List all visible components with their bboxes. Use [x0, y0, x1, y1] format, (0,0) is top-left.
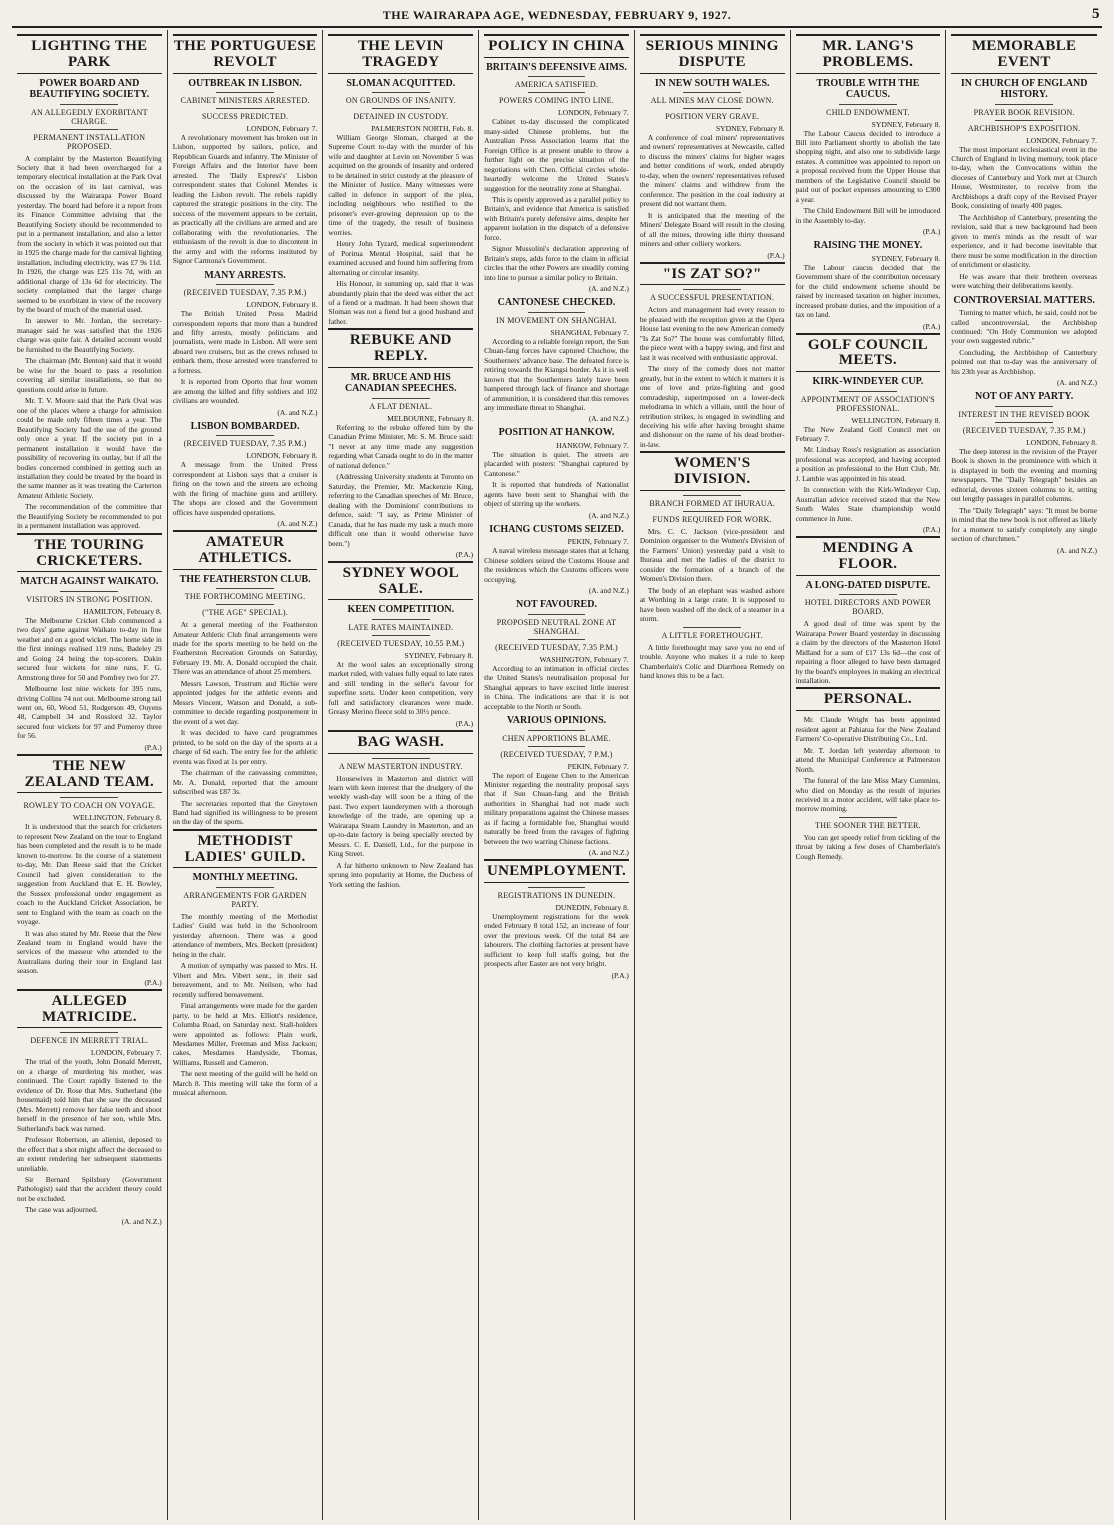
article-paragraph: At a general meeting of the Featherston Amateur Athletic Club final arrangements were made for the sports meeting to be held on the Featherston Recreation Grounds on Saturday, February 19. Mr. A. Donald occupied the chair. There was an attendance of about 25 members.: [172, 620, 318, 677]
article: [328, 561, 473, 728]
article-deck: CABINET MINISTERS ARRESTED.: [180, 96, 310, 105]
news-column: [946, 30, 1102, 1520]
article-headline: MEMORABLE EVENT: [951, 34, 1097, 74]
article-dateline: WASHINGTON, February 7.: [539, 654, 629, 664]
article: [796, 536, 941, 685]
article-deck: APPOINTMENT OF ASSOCIATION'S PROFESSIONAL.: [800, 394, 935, 413]
article-subheading: CANTONESE CHECKED.: [497, 297, 616, 309]
article-paragraph: This is openly approved as a parallel policy to Britain's, and evidence that America is satisfied with Britain's purely defensive aims, despite her apparent isolation in the dispatch of a defensive force.: [484, 195, 629, 242]
article-dateline: SHANGHAI, February 7.: [550, 327, 629, 337]
article-headline: LIGHTING THE PARK: [17, 34, 162, 74]
article-deck: ARCHBISHOP'S EXPOSITION.: [967, 123, 1081, 133]
article-paragraph: (Addressing University students at Toronto on Saturday, the Premier, Mr. Mackenzie King, referring to the Canadian speeches of Mr. Bruce, dealing with the Dominions' contributions to defence, said: "I say, as Prime Minister of Canada, that he has made my task a much more difficult one than it would otherwise have been."): [328, 472, 474, 548]
article-credit: (A. and N.Z.): [588, 848, 629, 858]
divider-rule: [839, 104, 897, 105]
article-paragraph: A revolutionary movement has broken out in Lisbon, supported by sailors, police, and Republican Guards and infantry. The Minister of Foreign Affairs and the Interior have been arrested. The 'Daily Express's' Lisbon correspondent states that Colonel Mendes is leading the Lisbon revolt. The rebels rapidly captured the strategic positions in the city. The success of the movement appears to be certain, as practically all the civilians are armed and are collaborating with the revolutionaries. The enthusiasm of the revolt is due to discontent in the army and with the reforms instituted by Signor Carmona's Government.: [172, 133, 318, 266]
article-deck: (RECEIVED TUESDAY, 7 P.M.): [500, 749, 613, 759]
article-credit: (P.A.): [144, 742, 162, 752]
article-credit: (A. and N.Z.): [588, 586, 629, 596]
article-headline: THE PORTUGUESE REVOLT: [173, 34, 318, 74]
article-deck: (RECEIVED TUESDAY, 10.55 P.M.): [337, 638, 465, 648]
article-subheading: OUTBREAK IN LISBON.: [188, 77, 302, 89]
divider-rule: [683, 92, 741, 93]
article-paragraph: It was decided to have card programmes printed, to be sold on the day of the sports at a charge of 6d each. The entry fee for the athletic events was fixed at 1s per entry.: [172, 728, 318, 766]
newspaper-title: THE WAIRARAPA AGE, WEDNESDAY, FEBRUARY 9, 1927.: [382, 8, 732, 22]
article-deck: DEFENCE IN MERRETT TRIAL.: [30, 1036, 149, 1046]
article-paragraph: A message from the United Press correspondent at Lisbon says that a cruiser is firing on the town and the streets are echoing with the firing of machine guns and artillery. The shops are closed and the Government offices have suspended operations.: [172, 460, 318, 517]
article-deck: A LITTLE FORETHOUGHT.: [661, 630, 763, 640]
article-headline: REBUKE AND REPLY.: [328, 328, 473, 368]
article-paragraph: Mr. Claude Wright has been appointed resident agent at Pahiatua for the New Zealand Farmers' Co-operative Distributing Co., Ltd.: [795, 715, 941, 744]
article-paragraph: Signor Mussolini's declaration approving of Britain's steps, adds force to the claim in official circles that the other Powers are steadily coming into line to pursue a similar policy to Britain.: [484, 244, 629, 282]
article-deck: SUCCESS PREDICTED.: [201, 112, 289, 121]
article: [484, 524, 629, 595]
article-headline: "IS ZAT SO?": [640, 262, 785, 286]
article-credit: (P.A.): [767, 250, 785, 260]
news-column: [635, 30, 791, 1520]
article: [484, 427, 629, 519]
article-paragraph: Referring to the rebuke offered him by the Canadian Prime Minister, Mr. S. M. Bruce said: "I never at any time made any suggestion regarding what Canada ought to do in the matter of national defence.": [328, 422, 474, 470]
article-paragraph: A naval wireless message states that at Ichang Chinese soldiers seized the Customs House and the residences which the Customs officers were occupying.: [484, 546, 629, 584]
news-column: [12, 30, 168, 1520]
article-paragraph: The body of an elephant was washed ashore at Worthing in a large crate. It is supposed to have been washed off the deck of a steamer in a storm.: [639, 585, 785, 624]
divider-rule: [216, 92, 274, 93]
article: [484, 34, 629, 293]
article-deck: A NEW MASTERTON INDUSTRY.: [338, 761, 463, 771]
divider-rule: [839, 391, 897, 392]
article-subheading: LISBON BOMBARDED.: [190, 420, 300, 432]
article-headline: POLICY IN CHINA: [484, 34, 629, 58]
article-paragraph: In answer to Mr. Jordan, the secretary-manager said he was satisfied that the 1926 charge was quite fair. A detailed account would be furnished to the Beautifying Society.: [17, 316, 162, 354]
article-credit: (A. and N.Z.): [588, 414, 629, 424]
divider-rule: [528, 312, 586, 313]
article-credit: (P.A.): [455, 549, 474, 559]
article-paragraph: It is anticipated that the meeting of the Miners' Delegate Board will result in the closing of all the mines, throwing idle thirty thousand miners and other colliery workers.: [639, 210, 785, 249]
article-paragraph: It is understood that the search for cricketers to represent New Zealand on the tour to England has been completed and the result is to be made known to-morrow. In the course of a statement to-day, Mr. Dan Reese said that the Cricket Council had given consideration to the suggestion from Auckland that E. H. Bowley, the Sussex professional under engagement as coach to the Auckland Cricket Association, be sent to England with the team as coach on the voyage.: [17, 822, 162, 927]
article-headline: PERSONAL.: [796, 687, 941, 711]
article-deck: AMERICA SATISFIED.: [514, 80, 599, 90]
divider-rule: [839, 594, 897, 595]
divider-rule: [372, 108, 430, 109]
divider-rule: [683, 108, 741, 109]
article-paragraph: A motion of sympathy was passed to Mrs. H. Vibert and Mrs. Vibert senr., in their sad bereavement, and to Mr. Neilson, who had recently suffered bereavement.: [172, 961, 318, 999]
divider-rule: [995, 104, 1053, 105]
article-paragraph: The Melbourne Cricket Club commenced a two days' game against Waikato to-day in fine weather and on a good wicket. The home side in the first innings realised 119 runs, Badeley 29 and Going 24 being the top-scorers. Dakin secured four wickets for nine runs, F. G. Armstrong three for 50 and Pomfrey two for 27.: [17, 615, 162, 682]
article-deck: (RECEIVED TUESDAY, 7.35 P.M.): [495, 642, 618, 652]
article-paragraph: According to a reliable foreign report, the Sun Chuan-fang forces have captured Chuchow, the Southerners' advance base. The defeated force is retiring towards the Kiangsi border. As it is well known that the Southerners lately have been hampered through lack of finance and shortage of ammunition, it is considered that this removes any immediate threat to Shanghai.: [484, 336, 629, 412]
article-headline: WOMEN'S DIVISION.: [640, 451, 785, 491]
article-paragraph: The case was adjourned.: [25, 1205, 98, 1215]
article-dateline: SYDNEY, February 8.: [715, 124, 785, 133]
article-paragraph: The trial of the youth, John Donald Merrett, on a charge of murdering his mother, was continued. The Court rapidly listened to the evidence of Dr. Rose that Mrs. Sutherland (the housemaid) told him that she saw the deceased (Mrs. Merrett) remove her false teeth and shoot herself in the presence of her son, while Mrs. Sutherland's back was turned.: [17, 1057, 162, 1133]
article-dateline: PALMERSTON NORTH, Feb. 8.: [371, 124, 474, 133]
divider-rule: [60, 797, 118, 798]
article-paragraph: The funeral of the late Miss Mary Cummins, who died on Monday as the result of injuries received in a motor accident, will take place to-morrow morning.: [795, 776, 941, 814]
article-credit: (P.A.): [923, 525, 941, 535]
article-deck: A SUCCESSFUL PRESENTATION.: [650, 293, 775, 303]
article-paragraph: At the wool sales an exceptionally strong market ruled, with values fully equal to late rates and still tending in the seller's favour for superfine sorts. Under keen competition, very full and satisfactory clearances were made. Greasy Merino fleece sold to 30½ pence.: [328, 659, 474, 717]
article-subheading: KIRK-WINDEYER CUP.: [812, 376, 924, 387]
article-dateline: LONDON, February 8.: [246, 451, 318, 461]
article-paragraph: Messrs Lawson, Trustrum and Richie were appointed judges for the athletic events and Messrs Vincent, Watson and Donald, a sub-committee to decide regarding postponement in the event of a wet day.: [172, 678, 318, 726]
article-credit: (P.A.): [144, 977, 162, 987]
article-paragraph: The monthly meeting of the Methodist Ladies' Guild was held in the Schoolroom yesterday afternoon. There was a good attendance of members, Mrs. Beckett (president) being in the chair.: [172, 911, 318, 959]
article: [173, 530, 318, 827]
article-subheading: ICHANG CUSTOMS SEIZED.: [489, 523, 624, 535]
article: [17, 34, 162, 531]
article-headline: GOLF COUNCIL MEETS.: [796, 333, 941, 373]
article-subheading: RAISING THE MONEY.: [813, 240, 923, 252]
article-deck: CHILD ENDOWMENT.: [826, 107, 910, 117]
article-paragraph: It was also stated by Mr. Reese that the New Zealand team in England would have the services of the masseur who attended to the Australians during their tour in England last season.: [17, 928, 162, 976]
article-dateline: WELLINGTON, February 8.: [851, 415, 941, 425]
article-dateline: LONDON, February 7.: [246, 124, 318, 133]
article-dateline: WELLINGTON, February 8.: [72, 813, 162, 823]
divider-rule: [60, 591, 118, 592]
article-subheading: MONTHLY MEETING.: [192, 872, 298, 884]
article-paragraph: The chairman of the canvassing committee, Mr. A. Donald, reported that the amount subscribed was £87 3s.: [172, 768, 318, 797]
article-paragraph: The New Zealand Golf Council met on February 7.: [795, 424, 941, 443]
article-dateline: LONDON, February 7.: [1026, 135, 1097, 145]
article-deck: PRAYER BOOK REVISION.: [973, 107, 1075, 117]
divider-rule: [372, 92, 430, 93]
article-paragraph: A little forethought may save you no end of trouble. Anyone who makes it a rule to keep Chamberlain's Colic and Diarrhoea Remedy on hand knows this to be a fact.: [639, 642, 785, 680]
article-credit: (A. and N.Z.): [277, 407, 318, 417]
divider-rule: [216, 284, 274, 285]
article: [484, 859, 629, 980]
divider-rule: [60, 1032, 118, 1033]
divider-rule: [528, 746, 586, 747]
article-paragraph: William George Sloman, charged at the Supreme Court to-day with the murder of his wife and daughter at Levin on November 5 was acquitted on the grounds of insanity and ordered to be detained in strict custody at the pleasure of the Minister of Justice. Many witnesses were called in defence in support of the plea, including neighbours who testified to the prisoner's ever-growing depression up to the time of the tragedy, the result of business worries.: [328, 133, 474, 237]
divider-rule: [60, 129, 118, 130]
article-subheading: IN NEW SOUTH WALES.: [654, 77, 770, 89]
article-paragraph: According to an intimation in official circles the United States's neutralisation proposal for Shanghai appears to have excited little interest in China. The indications are that it is not acceptable to the North or South.: [484, 663, 629, 711]
divider-rule: [528, 639, 586, 640]
article-subheading: MR. BRUCE AND HIS CANADIAN SPEECHES.: [344, 371, 457, 395]
article-paragraph: Actors and management had every reason to be pleased with the reception given at the Opera House last evening to the new American comedy "Is Zat So?" The house was comfortably filled, the piece went with a happy swing, and first and last it was received with enthusiastic approval.: [639, 305, 785, 362]
article: [640, 451, 785, 623]
divider-rule: [372, 758, 430, 759]
article-paragraph: Final arrangements were made for the garden party, to be held at Mrs. Elliott's residence, Columba Road, on Saturday next. Stall-holders were appointed as follows: Plain work, Mesdames Miller, Freeman and Miss Jackson; cakes, Mesdames Handyside, Thomas, Williams, Russell and Cameron.: [172, 1001, 318, 1067]
article-subheading: NOT FAVOURED.: [516, 599, 597, 611]
divider-rule: [995, 120, 1053, 121]
divider-rule: [995, 422, 1053, 423]
divider-rule: [216, 108, 274, 109]
article-credit: (A. and N.Z.): [1056, 378, 1097, 388]
article-subheading: TROUBLE WITH THE CAUCUS.: [816, 77, 920, 100]
article: [796, 817, 941, 861]
article-deck: PERMANENT INSTALLATION PROPOSED.: [33, 132, 146, 151]
article-dateline: DUNEDIN, February 8.: [555, 903, 629, 912]
article-paragraph: Mr. Lindsay Ross's resignation as association professional was accepted, and having accepted a position as professional to the Hutt Club, Mr. J. Lambie was appointed in his stead.: [795, 445, 941, 483]
article-deck: BRANCH FORMED AT IHURAUA.: [649, 498, 776, 508]
article-dateline: SYDNEY, February 8.: [871, 119, 941, 129]
article-paragraph: A good deal of time was spent by the Wairarapa Power Board yesterday in discussing a claim by the directors of the Masterton Hotel Midland for a sum of £17 13s 6d—the cost of repairing a floor alleged to have been damaged by the board's employees in making an electrical installation.: [795, 619, 941, 685]
news-columns: [12, 30, 1102, 1520]
divider-rule: [216, 887, 274, 888]
article-paragraph: Mr. T. V. Moore said that the Park Oval was one of the places where a charge for admission could be made only fifteen times a year. The Beautifying Society had the use of the ground only once a year. If the society put in a permanent installation it would have the possibility of recovering its outlay, but if all the bodies concerned combined in getting such an installation they could be treated by the board in the same manner as it was treating the Carterton Amateur Athletic Society.: [17, 396, 162, 500]
article-subheading: KEEN COMPETITION.: [347, 604, 455, 616]
article-headline: THE TOURING CRICKETERS.: [17, 533, 162, 573]
news-column: [791, 30, 947, 1520]
divider-rule: [528, 92, 586, 93]
article-paragraph: The recommendation of the committee that the Beautifying Society be recommended to put in a permanent installation was approved.: [17, 502, 162, 531]
article: [328, 328, 473, 559]
article-paragraph: The most important ecclesiastical event in the Church of England in living memory, took place to-day, when the Convocations within the dioceses of Canterbury and York met at Church House, Westminster, to receive from the Archbishops a draft copy of the Revised Prayer Book, consisting of nearly 400 pages.: [951, 144, 1097, 211]
article-paragraph: His Honour, in summing up, said that it was abundantly plain that the deed was either the act of a fiend or a madman. It had been shown that Sloman was not a fiend but a good husband and father.: [328, 279, 474, 326]
article: [173, 34, 318, 266]
article-deck: (RECEIVED TUESDAY, 7.35 P.M.): [183, 288, 307, 298]
article-paragraph: Professor Robertson, an alienist, deposed to the effect that a shot might affect the deceased to an extent rendering her subsequent statements unreliable.: [17, 1135, 162, 1173]
divider-rule: [528, 76, 586, 77]
divider-rule: [683, 627, 741, 628]
divider-rule: [372, 635, 430, 636]
article-dateline: LONDON, February 8.: [246, 300, 318, 310]
article: [640, 262, 785, 450]
article-paragraph: A complaint by the Masterton Beautifying Society that it had been overcharged for a temporary electrical installation at the Park Oval on the occasion of its last carnival, was discussed by the Wairarapa Power Board yesterday. The board had before it a report from its Finance Committee advising that the Beautifying Society should be recommended to put in a permanent installation, and also a letter from the society in which it was pointed out that in 1925 the charge made for the carnival lighting installation, including electricity, was £7 9s 11d. In 1926, the charge was £25 11s 7d, with an additional charge of 13s 6d for electricity. The society complained that the larger charge seemed to be exorbitant in view of the recovery by the board of much of the material used.: [17, 153, 162, 314]
divider-rule: [995, 406, 1053, 407]
article-paragraph: Mrs. C. C. Jackson (vice-president and Dominion organiser to the Women's Division of the Farmers' Union) yesterday paid a visit to Ihuraua and met the ladies of the district to consider the formation of a branch of the Women's Division there.: [639, 526, 785, 584]
article-paragraph: It is reported that hundreds of Nationalist agents have been sent to Shanghai with the object of stirring up the workers.: [484, 480, 629, 509]
article-subheading: CONTROVERSIAL MATTERS.: [953, 294, 1095, 306]
article: [796, 333, 941, 535]
article-deck: LATE RATES MAINTAINED.: [348, 622, 454, 632]
article: [173, 421, 318, 528]
article-paragraph: The Archbishop of Canterbury, presenting the revision, said that a new background had been given to men's minds as the result of war experience, and it had become inevitable that there must be some modification in the direction of enrichment or elasticity.: [951, 212, 1097, 270]
article: [951, 391, 1097, 554]
article-paragraph: A far hitherto unknown to New Zealand has sprung into popularity at Home, the Duchess of York setting the fashion.: [328, 860, 474, 889]
article-dateline: HAMILTON, February 8.: [83, 606, 162, 616]
article: [951, 295, 1097, 388]
article-deck: INTEREST IN THE REVISED BOOK: [958, 409, 1090, 419]
article: [796, 34, 941, 236]
article-deck: HOTEL DIRECTORS AND POWER BOARD.: [804, 598, 931, 617]
divider-rule: [372, 398, 430, 399]
article-paragraph: Housewives in Masterton and district will learn with keen interest that the drudgery of the weekly wash-day will soon be a thing of the past. Two expert launderymen with a thorough knowledge of the trade, are opening up a Wairarapa Steam Laundry in Masterton, and an up-to-date factory is being specially erected by Messrs. C. E. Daniell, Ltd., for the purpose in King Street.: [328, 773, 474, 859]
article: [17, 754, 162, 987]
article-dateline: LONDON, February 7.: [557, 108, 629, 118]
article-headline: AMATEUR ATHLETICS.: [173, 530, 318, 570]
page-number: 5: [1092, 6, 1100, 22]
article-subheading: BRITAIN'S DEFENSIVE AIMS.: [486, 61, 627, 73]
article-deck: (RECEIVED TUESDAY, 7.35 P.M.): [183, 439, 307, 449]
article-paragraph: The Labour caucus decided that the Government share of the contribution necessary for the child endowment scheme should be raised by increased taxation on higher incomes, increased probate duties, and the imposition of a tax on land.: [795, 262, 941, 320]
divider-rule: [216, 604, 274, 605]
article-deck: VISITORS IN STRONG POSITION.: [26, 594, 153, 604]
article-paragraph: Turning to matter which, he said, could not be called uncontroversial, the Archbishop continued: "On Holy Communion we adopted your own suggested rubric.": [951, 308, 1097, 346]
article-subheading: IN CHURCH OF ENGLAND HISTORY.: [960, 77, 1088, 100]
article-deck: AN ALLEGEDLY EXORBITANT CHARGE.: [31, 107, 148, 126]
article-headline: BAG WASH.: [328, 730, 473, 754]
article: [328, 34, 473, 326]
article-credit: (P.A.): [923, 227, 941, 237]
article-deck: FUNDS REQUIRED FOR WORK.: [652, 514, 772, 524]
article-headline: THE LEVIN TRAGEDY: [328, 34, 473, 74]
article-headline: METHODIST LADIES' GUILD.: [173, 829, 318, 869]
article-paragraph: The Child Endowment Bill will be introduced in the Assembly to-day.: [795, 206, 941, 225]
article-paragraph: Unemployment registrations for the week ended February 8 total 152, an increase of four over the previous week. Of the total 84 are labourers. The clothing factories at present have sufficient to keep full staffs going, but the prospects after Easter are not very bright.: [484, 912, 629, 969]
masthead: [12, 6, 1102, 28]
article-paragraph: Mr. T. Jordan left yesterday afternoon to attend the Municipal Conference at Palmerston North.: [795, 745, 941, 774]
article-paragraph: Henry John Tyzard, medical superintendent of Porirua Mental Hospital, said that he examined accused and found him suffering from alternating or circular insanity.: [328, 239, 474, 277]
article-dateline: PEKIN, February 7.: [567, 537, 629, 547]
news-column: [479, 30, 635, 1520]
article-paragraph: In connection with the Kirk-Windeyer Cup, Australian advice received stated that the New South Wales State championship would commence in June.: [795, 485, 941, 523]
article-deck: THE FORTHCOMING MEETING.: [184, 592, 306, 602]
article-headline: MENDING A FLOOR.: [796, 536, 941, 576]
article-dateline: LONDON, February 7.: [90, 1048, 162, 1058]
article-paragraph: It is reported from Oporto that four women are among the killed and fifty soldiers and 102 civilians are wounded.: [172, 377, 318, 406]
article-deck: ALL MINES MAY CLOSE DOWN.: [650, 96, 774, 105]
article-dateline: PEKIN, February 7.: [567, 761, 629, 771]
article-headline: SERIOUS MINING DISPUTE: [640, 34, 785, 74]
article-subheading: NOT OF ANY PARTY.: [975, 391, 1074, 403]
article-paragraph: Cabinet to-day discussed the complicated many-sided Chinese problems, but the Australian Press Association learns that the Foreign Office is at present unable to throw a further light on the precise situation of the negotiations with Chen. Official circles whole-heartedly welcome the United States's suggestion for the neutrality zone at Shanghai.: [484, 117, 629, 193]
article-deck: PROPOSED NEUTRAL ZONE AT SHANGHAI.: [496, 617, 617, 636]
article-deck: REGISTRATIONS IN DUNEDIN.: [497, 891, 616, 900]
divider-rule: [216, 435, 274, 436]
article-credit: (A. and N.Z.): [1056, 545, 1097, 555]
article-deck: DETAINED IN CUSTODY.: [353, 112, 449, 121]
article-deck: IN MOVEMENT ON SHANGHAI.: [496, 315, 617, 325]
article-credit: (A. and N.Z.): [121, 1216, 162, 1226]
article-paragraph: You can get speedy relief from tickling of the throat by taking a few doses of Chamberlain's Cough Remedy.: [795, 832, 941, 861]
article-subheading: POWER BOARD AND BEAUTIFYING SOCIETY.: [29, 77, 150, 100]
article: [17, 989, 162, 1226]
article: [484, 599, 629, 711]
article-deck: POSITION VERY GRAVE.: [665, 112, 760, 121]
article-paragraph: Concluding, the Archbishop of Canterbury pointed out that to-day was the anniversary of his 23th year as Archbishop.: [951, 347, 1097, 376]
article-credit: (A. and N.Z.): [588, 284, 629, 294]
article-paragraph: The story of the comedy does not matter greatly, but in the extent to which it matters it is one of love and prize-fighting and good comradeship, superimposed on a lower-deck melodrama in which a villain, until the hour of retribution strikes, is engaged in swindling and deceiving his wife after having brought shame and dishonour on the name of his dead brother-in-law.: [639, 364, 785, 449]
article: [640, 627, 785, 681]
divider-rule: [528, 730, 586, 731]
article-paragraph: The British United Press Madrid correspondent reports that more than a hundred and fifty arrests, mostly politicians and journalists, were made in Lisbon. All were sent aboard two cruisers, but as the crews refused to embark them, those arrested were transferred to a fortress.: [172, 309, 318, 375]
news-column: [323, 30, 479, 1520]
divider-rule: [683, 511, 741, 512]
article-subheading: VARIOUS OPINIONS.: [506, 715, 607, 726]
article-deck: THE SOONER THE BETTER.: [815, 820, 921, 830]
article-credit: (P.A.): [611, 970, 629, 980]
article-paragraph: The situation is quiet. The streets are placarded with posters: "Shanghai captured by Cantonese.": [484, 449, 629, 478]
article-deck: ("THE AGE" SPECIAL).: [202, 608, 288, 618]
article-paragraph: A conference of coal miners' representatives and owners' representatives at Newcastle, called to discuss the miners' claims for higher wages and better conditions of work, ended abruptly to-day, when the owners' representatives refused the miners' claims and withdrew from the conference. The position in the coal industry at present did not warrant them.: [639, 133, 785, 209]
article: [951, 34, 1097, 291]
article-dateline: SYDNEY, February 8.: [871, 253, 941, 263]
article: [328, 730, 473, 889]
divider-rule: [683, 495, 741, 496]
divider-rule: [839, 817, 897, 818]
article-dateline: SYDNEY, February 8.: [404, 650, 474, 660]
divider-rule: [216, 588, 274, 589]
news-column: [168, 30, 324, 1520]
article-subheading: SLOMAN ACQUITTED.: [346, 77, 456, 89]
article-paragraph: Melbourne lost nine wickets for 395 runs, driving Collins 74 not out. Melbourne strong tail went on, 60, Wood 51, Rodgerson 49, Ouyens 48, Campbell 34 and Rosslord 32. Taylor secured four wickets for 97 and Pomeroy three for 56.: [17, 684, 162, 741]
divider-rule: [683, 289, 741, 290]
article: [173, 270, 318, 417]
article-headline: UNEMPLOYMENT.: [484, 859, 629, 883]
article: [796, 240, 941, 330]
article-headline: SYDNEY WOOL SALE.: [328, 561, 473, 601]
article-headline: THE NEW ZEALAND TEAM.: [17, 754, 162, 794]
article: [484, 715, 629, 857]
article-deck: ROWLEY TO COACH ON VOYAGE.: [23, 801, 156, 811]
article-subheading: MANY ARRESTS.: [204, 269, 286, 281]
article-subheading: A LONG-DATED DISPUTE.: [805, 579, 931, 591]
divider-rule: [60, 104, 118, 105]
article-paragraph: The Labour Caucus decided to introduce a Bill into Parliament shortly to abolish the late shopping night, and also one to subdivide large estates. A committee was appointed to report on a proposal received from the Upper House that members of the Legislative Council should be paid out of pocket expenses amounting to £300 a year.: [795, 128, 941, 204]
article-subheading: MATCH AGAINST WAIKATO.: [20, 576, 159, 588]
article-paragraph: The next meeting of the guild will be held on March 8. This meeting will take the form of a musical afternoon.: [172, 1069, 318, 1098]
article-headline: MR. LANG'S PROBLEMS.: [796, 34, 941, 74]
divider-rule: [528, 887, 586, 888]
article-dateline: MELBOURNE, February 8.: [387, 413, 474, 423]
article-paragraph: Sir Bernard Spilsbury (Government Pathologist) said that the accident theory could not be excluded.: [17, 1175, 162, 1203]
article-paragraph: The "Daily Telegraph" says: "It must be borne in mind that the new book is not offered as likely for a moment to satisfy completely any single section of churchmen.": [951, 505, 1097, 544]
article-paragraph: He was aware that their brethren overseas were watching their deliberations keenly.: [951, 271, 1097, 291]
article-paragraph: The secretaries reported that the Greytown Band had signified its willingness to be present on the day of the sports.: [172, 798, 318, 827]
article: [796, 687, 941, 813]
article-dateline: HANKOW, February 7.: [556, 440, 629, 450]
article-credit: (P.A.): [455, 718, 474, 728]
article-subheading: THE FEATHERSTON CLUB.: [179, 573, 311, 585]
article-credit: (A. and N.Z.): [277, 519, 318, 529]
article-deck: CHEN APPORTIONS BLAME.: [502, 733, 611, 743]
article: [173, 829, 318, 1098]
article-subheading: POSITION AT HANKOW.: [498, 427, 615, 439]
article-paragraph: The report of Eugene Chen to the American Minister regarding the neutrality proposal says that if Sun Chuan-fang and the British authorities in Shanghai had not made such military preparations against the Chinese masses as if facing a formidable foe, Shanghai would naturally be freed from the ravages of fighting between the two warring Chinese factions.: [484, 770, 629, 846]
article-paragraph: The chairman (Mr. Benton) said that it would be wise for the board to pass a resolution covering all similar installations, so that no questions could arise in future.: [17, 356, 162, 394]
article-headline: ALLEGED MATRICIDE.: [17, 989, 162, 1029]
article-deck: ON GROUNDS OF INSANITY.: [345, 96, 456, 105]
article: [640, 34, 785, 260]
article-deck: ARRANGEMENTS FOR GARDEN PARTY.: [183, 890, 307, 909]
article-deck: (RECEIVED TUESDAY, 7.35 P.M.): [962, 425, 1086, 435]
divider-rule: [372, 619, 430, 620]
article-dateline: LONDON, February 8.: [1026, 437, 1097, 447]
article: [484, 297, 629, 423]
article: [17, 533, 162, 752]
article-credit: (P.A.): [923, 321, 941, 331]
article-deck: A FLAT DENIAL.: [369, 401, 433, 411]
article-credit: (A. and N.Z.): [588, 510, 629, 520]
article-paragraph: The deep interest in the revision of the Prayer Book is shown in the prominence with which it is displayed in both the evening and morning newspapers. The "Daily Telegraph" besides an editorial, devotes sixteen columns to it, setting out lengthy passages in parallel columns.: [951, 446, 1097, 504]
divider-rule: [528, 614, 586, 615]
article-deck: POWERS COMING INTO LINE.: [499, 96, 614, 106]
